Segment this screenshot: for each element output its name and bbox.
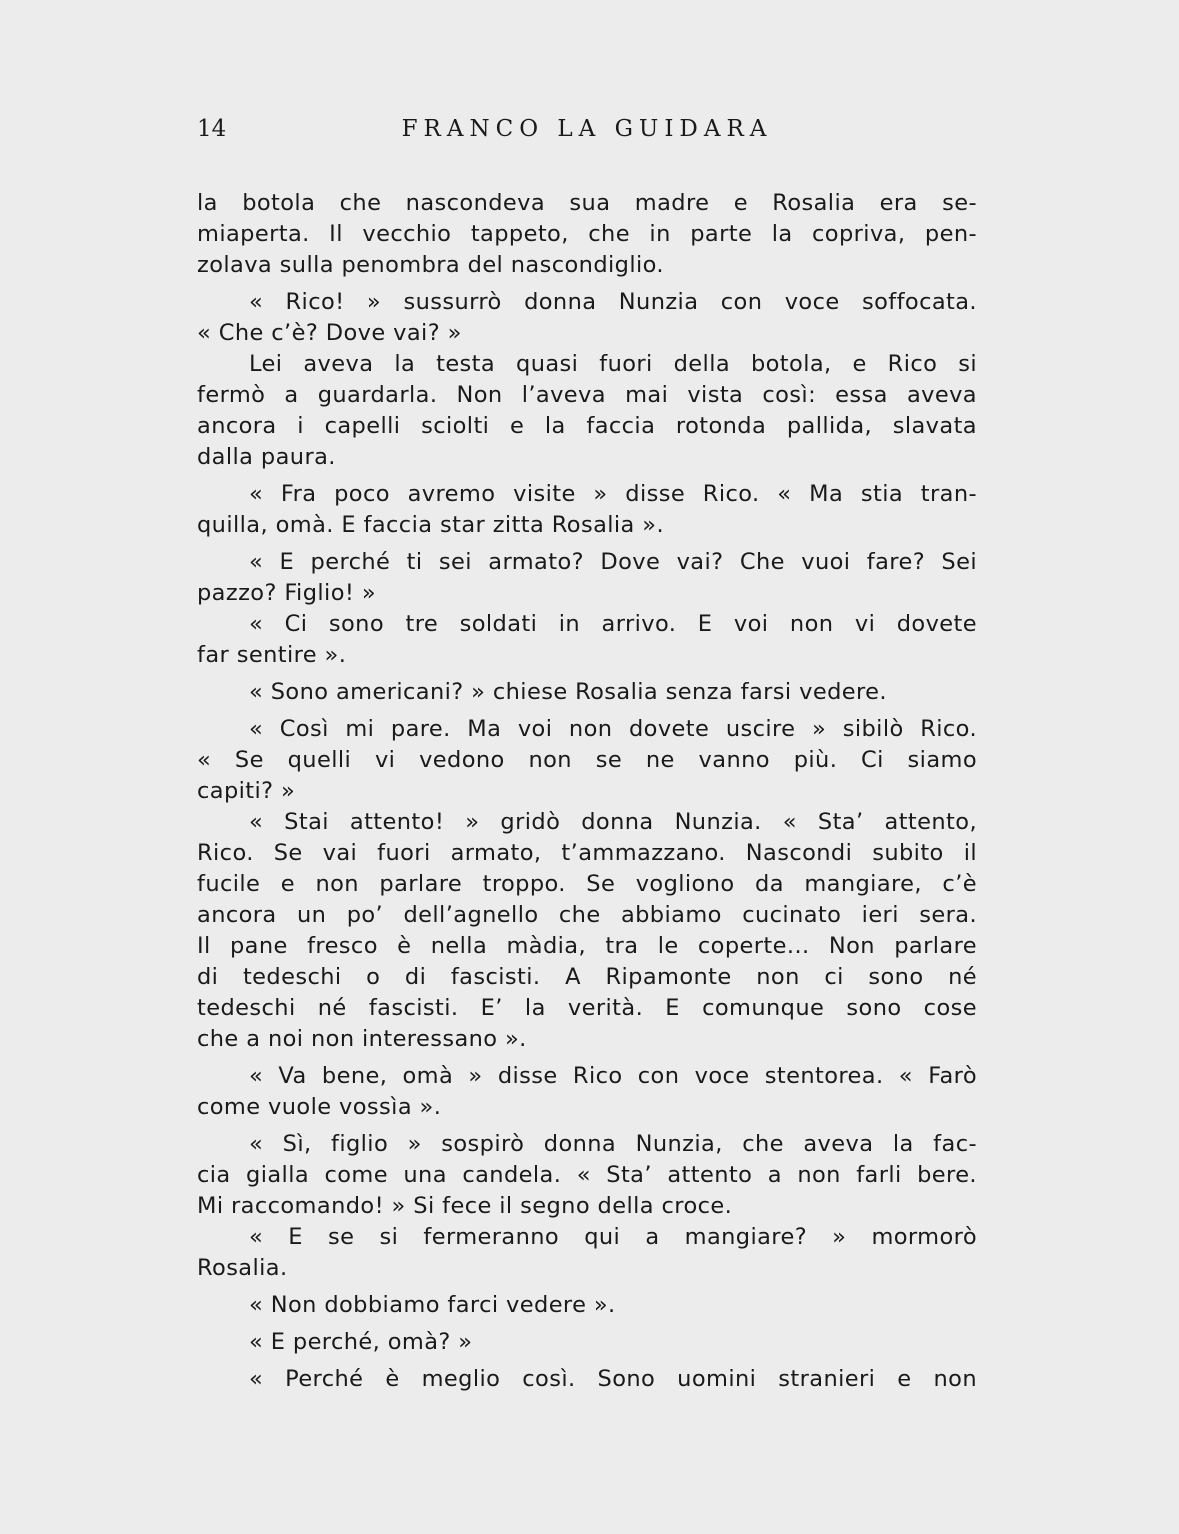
paragraph	[197, 287, 977, 349]
paragraph	[197, 479, 977, 541]
text-line: fucile e non parlare troppo. Se vogliono da mangiare, c’è	[197, 871, 977, 897]
text-line: tedeschi né fascisti. E’ la verità. E comunque sono cose	[197, 995, 977, 1021]
running-title: FRANCO LA GUIDARA	[401, 116, 773, 142]
text-line: « Ci sono tre soldati in arrivo. E voi non vi dovete	[249, 611, 977, 637]
text-line: « Che c’è? Dove vai? »	[197, 320, 462, 346]
text-line: capiti? »	[197, 778, 296, 804]
paragraph	[197, 1364, 977, 1395]
page-header	[197, 113, 977, 145]
text-line: miaperta. Il vecchio tappeto, che in parte la copriva, pen-	[197, 221, 977, 247]
text-line: ancora i capelli sciolti e la faccia rotonda pallida, slavata	[197, 413, 977, 439]
text-line: zolava sulla penombra del nascondiglio.	[197, 252, 664, 278]
text-line: « E se si fermeranno qui a mangiare? » mormorò	[249, 1224, 977, 1250]
text-line: come vuole vossìa ».	[197, 1094, 442, 1120]
text-line: « Così mi pare. Ma voi non dovete uscire » sibilò Rico.	[249, 716, 977, 742]
text-line: « Fra poco avremo visite » disse Rico. « Ma stia tran-	[249, 481, 977, 507]
text-line: dalla paura.	[197, 444, 336, 470]
body-text	[197, 188, 977, 1401]
paragraph	[197, 807, 977, 1055]
text-line: « Rico! » sussurrò donna Nunzia con voce soffocata.	[249, 289, 977, 315]
text-line: la botola che nascondeva sua madre e Rosalia era se-	[197, 190, 977, 216]
text-line: cia gialla come una candela. « Sta’ attento a non farli bere.	[197, 1162, 977, 1188]
text-line: Rosalia.	[197, 1255, 288, 1281]
paragraph	[197, 1222, 977, 1284]
text-line: fermò a guardarla. Non l’aveva mai vista così: essa aveva	[197, 382, 977, 408]
text-line: « E perché ti sei armato? Dove vai? Che vuoi fare? Sei	[249, 549, 977, 575]
text-line: ancora un po’ dell’agnello che abbiamo cucinato ieri sera.	[197, 902, 977, 928]
text-line: « Non dobbiamo farci vedere ».	[249, 1292, 616, 1318]
text-line: di tedeschi o di fascisti. A Ripamonte non ci sono né	[197, 964, 977, 990]
text-line: « Sì, figlio » sospirò donna Nunzia, che aveva la fac-	[249, 1131, 977, 1157]
paragraph	[197, 1327, 977, 1358]
paragraph	[197, 714, 977, 807]
text-line: far sentire ».	[197, 642, 347, 668]
text-line: « Se quelli vi vedono non se ne vanno più. Ci siamo	[197, 747, 977, 773]
paragraph	[197, 1129, 977, 1222]
paragraph	[197, 547, 977, 609]
text-line: « Sono americani? » chiese Rosalia senza farsi vedere.	[249, 679, 887, 705]
paragraph	[197, 1290, 977, 1321]
text-line: Mi raccomando! » Si fece il segno della croce.	[197, 1193, 733, 1219]
page-number: 14	[197, 116, 227, 142]
text-line: Rico. Se vai fuori armato, t’ammazzano. Nascondi subito il	[197, 840, 977, 866]
text-line: quilla, omà. E faccia star zitta Rosalia ».	[197, 512, 665, 538]
text-line: « Va bene, omà » disse Rico con voce stentorea. « Farò	[249, 1063, 977, 1089]
text-line: « Perché è meglio così. Sono uomini stranieri e non	[249, 1366, 977, 1392]
text-line: Lei aveva la testa quasi fuori della botola, e Rico si	[249, 351, 977, 377]
text-line: « Stai attento! » gridò donna Nunzia. « Sta’ attento,	[249, 809, 977, 835]
paragraph	[197, 609, 977, 671]
paragraph	[197, 349, 977, 473]
text-line: pazzo? Figlio! »	[197, 580, 376, 606]
text-line: che a noi non interessano ».	[197, 1026, 527, 1052]
text-line: Il pane fresco è nella màdia, tra le coperte... Non parlare	[197, 933, 977, 959]
text-line: « E perché, omà? »	[249, 1329, 473, 1355]
paragraph	[197, 1061, 977, 1123]
paragraph	[197, 188, 977, 281]
paragraph	[197, 677, 977, 708]
